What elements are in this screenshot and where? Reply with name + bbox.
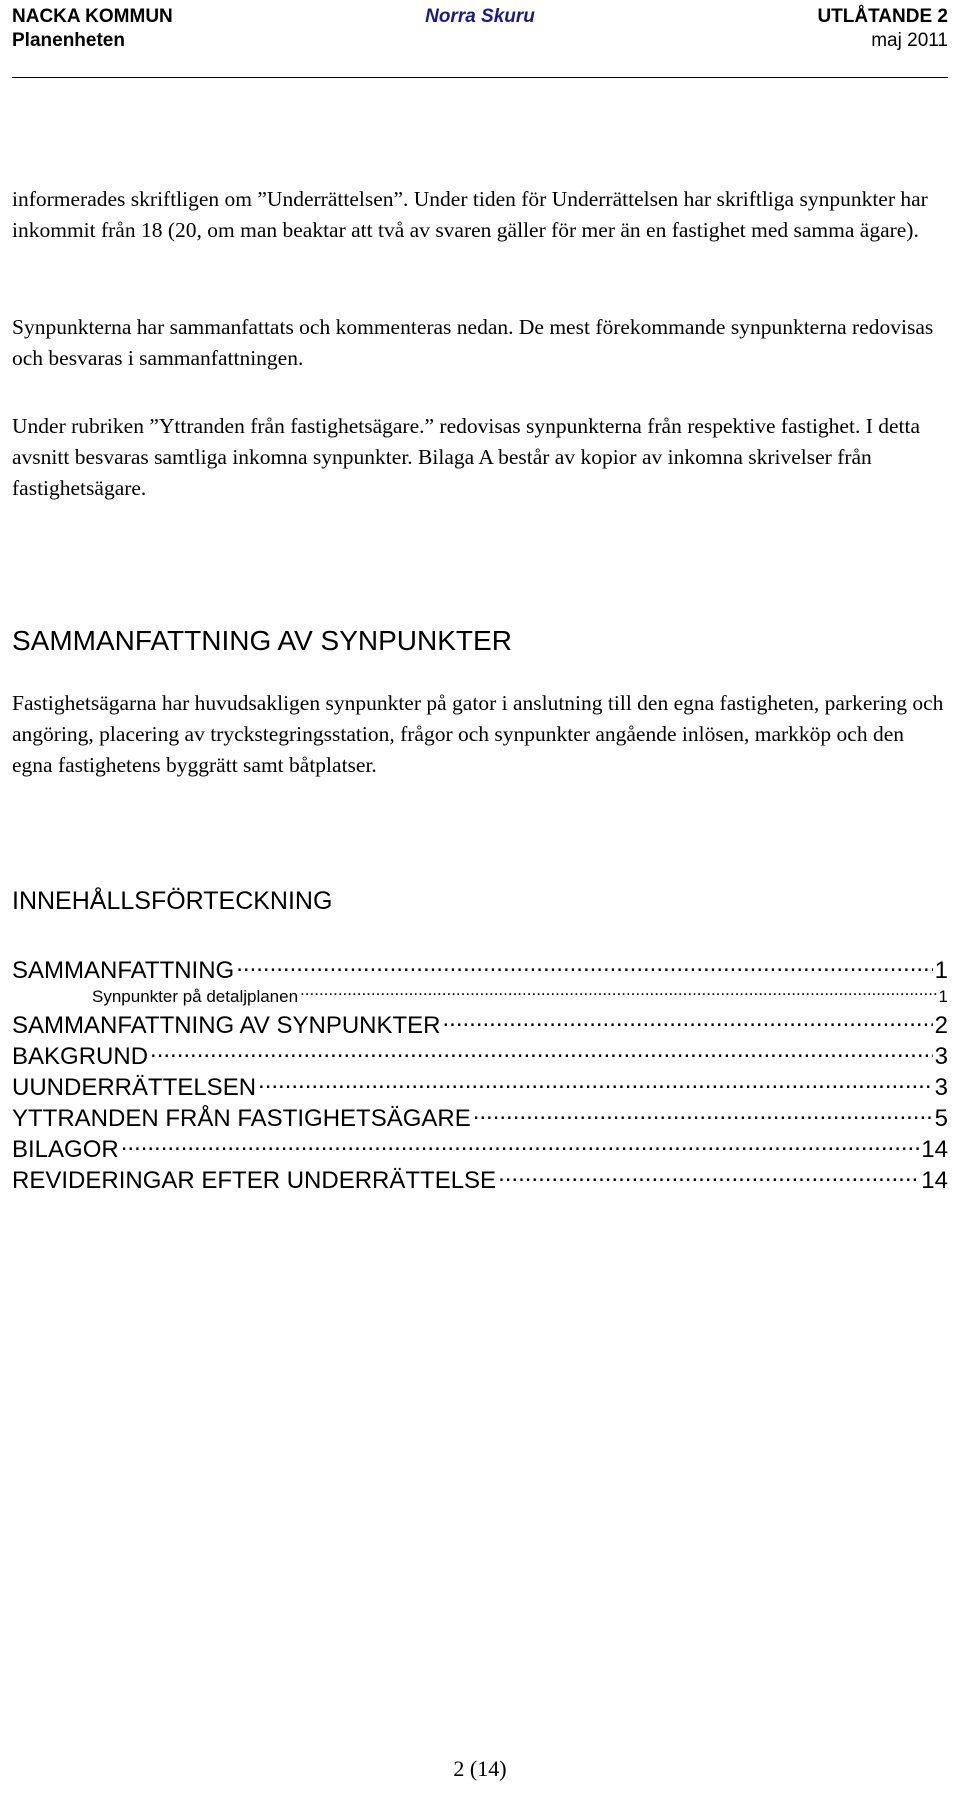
intro-paragraph-3 — [12, 411, 948, 504]
toc-entry-title: SAMMANFATTNING — [12, 957, 235, 984]
intro-text-1: informerades skriftligen om ”Underrättelsen”. Under tiden för Underrättelsen har skriftliga synpunkter har inkommit från 18 (20, om man beaktar att två av svaren gäller för mer än en fastighet med samma ägare). — [12, 187, 928, 242]
page-header — [12, 4, 948, 78]
header-date: maj 2011 — [871, 30, 948, 51]
header-org: NACKA KOMMUN — [12, 6, 173, 27]
header-row-2 — [12, 30, 948, 56]
toc-entry[interactable] — [12, 1102, 948, 1133]
toc-entry-title: Synpunkter på detaljplanen — [92, 987, 299, 1006]
toc-dot-leader — [236, 954, 932, 978]
toc-entry-title: YTTRANDEN FRÅN FASTIGHETSÄGARE — [12, 1105, 471, 1132]
intro-paragraph-1 — [12, 184, 948, 246]
toc-entry[interactable] — [12, 1040, 948, 1071]
page-number: 2 (14) — [453, 1756, 507, 1781]
toc-entry-title: BILAGOR — [12, 1136, 119, 1163]
summary-paragraph — [12, 688, 948, 781]
toc-entry[interactable] — [12, 1009, 948, 1040]
toc-dot-leader — [300, 985, 936, 1002]
header-project: Norra Skuru — [425, 6, 535, 27]
header-doc-type: UTLÅTANDE 2 — [817, 6, 948, 27]
intro-text-2: Synpunkterna har sammanfattats och kommenteras nedan. De mest förekommande synpunkterna redovisas och besvaras i sammanfattningen. — [12, 315, 934, 370]
toc-heading: INNEHÅLLSFÖRTECKNING — [12, 887, 333, 915]
toc-entry[interactable] — [12, 985, 948, 1009]
toc-entry-title: UUNDERRÄTTELSEN — [12, 1074, 257, 1101]
header-department: Planenheten — [12, 30, 125, 51]
header-project-wrap — [12, 6, 948, 28]
toc-entry-title: BAKGRUND — [12, 1043, 149, 1070]
summary-heading: SAMMANFATTNING AV SYNPUNKTER — [12, 625, 512, 656]
toc-dot-leader — [258, 1071, 933, 1095]
intro-text-3: Under rubriken ”Yttranden från fastighetsägare.” redovisas synpunkterna från respektive fastighet. I detta avsnitt besvaras samtliga inkomna synpunkter. Bilaga A består av kopior av inkomna skrivelser från fastighetsägare. — [12, 414, 921, 500]
toc-entry-title: SAMMANFATTNING AV SYNPUNKTER — [12, 1012, 441, 1039]
toc-entry-page: 14 — [921, 1167, 948, 1194]
toc-dot-leader — [150, 1040, 933, 1064]
toc-entry[interactable] — [12, 1133, 948, 1164]
toc-entry[interactable] — [12, 1164, 948, 1195]
toc-dot-leader — [121, 1133, 920, 1157]
toc-dot-leader — [498, 1164, 919, 1188]
toc-entry-page: 3 — [934, 1074, 948, 1101]
toc-entry-page: 3 — [934, 1043, 948, 1070]
summary-text: Fastighetsägarna har huvudsakligen synpunkter på gator i anslutning till den egna fastigheten, parkering och angöring, placering av tryckstegringsstation, frågor och synpunkter angående inlösen, markköp och den egna fastighetens byggrätt samt båtplatser. — [12, 691, 944, 777]
table-of-contents — [12, 954, 948, 1195]
header-row-1 — [12, 6, 948, 32]
toc-entry[interactable] — [12, 954, 948, 985]
toc-entry[interactable] — [12, 1071, 948, 1102]
toc-entry-page: 14 — [921, 1136, 948, 1163]
intro-paragraph-2 — [12, 312, 948, 374]
toc-entry-page: 1 — [934, 957, 948, 984]
toc-entry-title: REVIDERINGAR EFTER UNDERRÄTTELSE — [12, 1167, 497, 1194]
toc-dot-leader — [473, 1102, 933, 1126]
toc-dot-leader — [443, 1009, 933, 1033]
toc-entry-page: 1 — [938, 987, 948, 1006]
toc-entry-page: 5 — [934, 1105, 948, 1132]
toc-entry-page: 2 — [934, 1012, 948, 1039]
